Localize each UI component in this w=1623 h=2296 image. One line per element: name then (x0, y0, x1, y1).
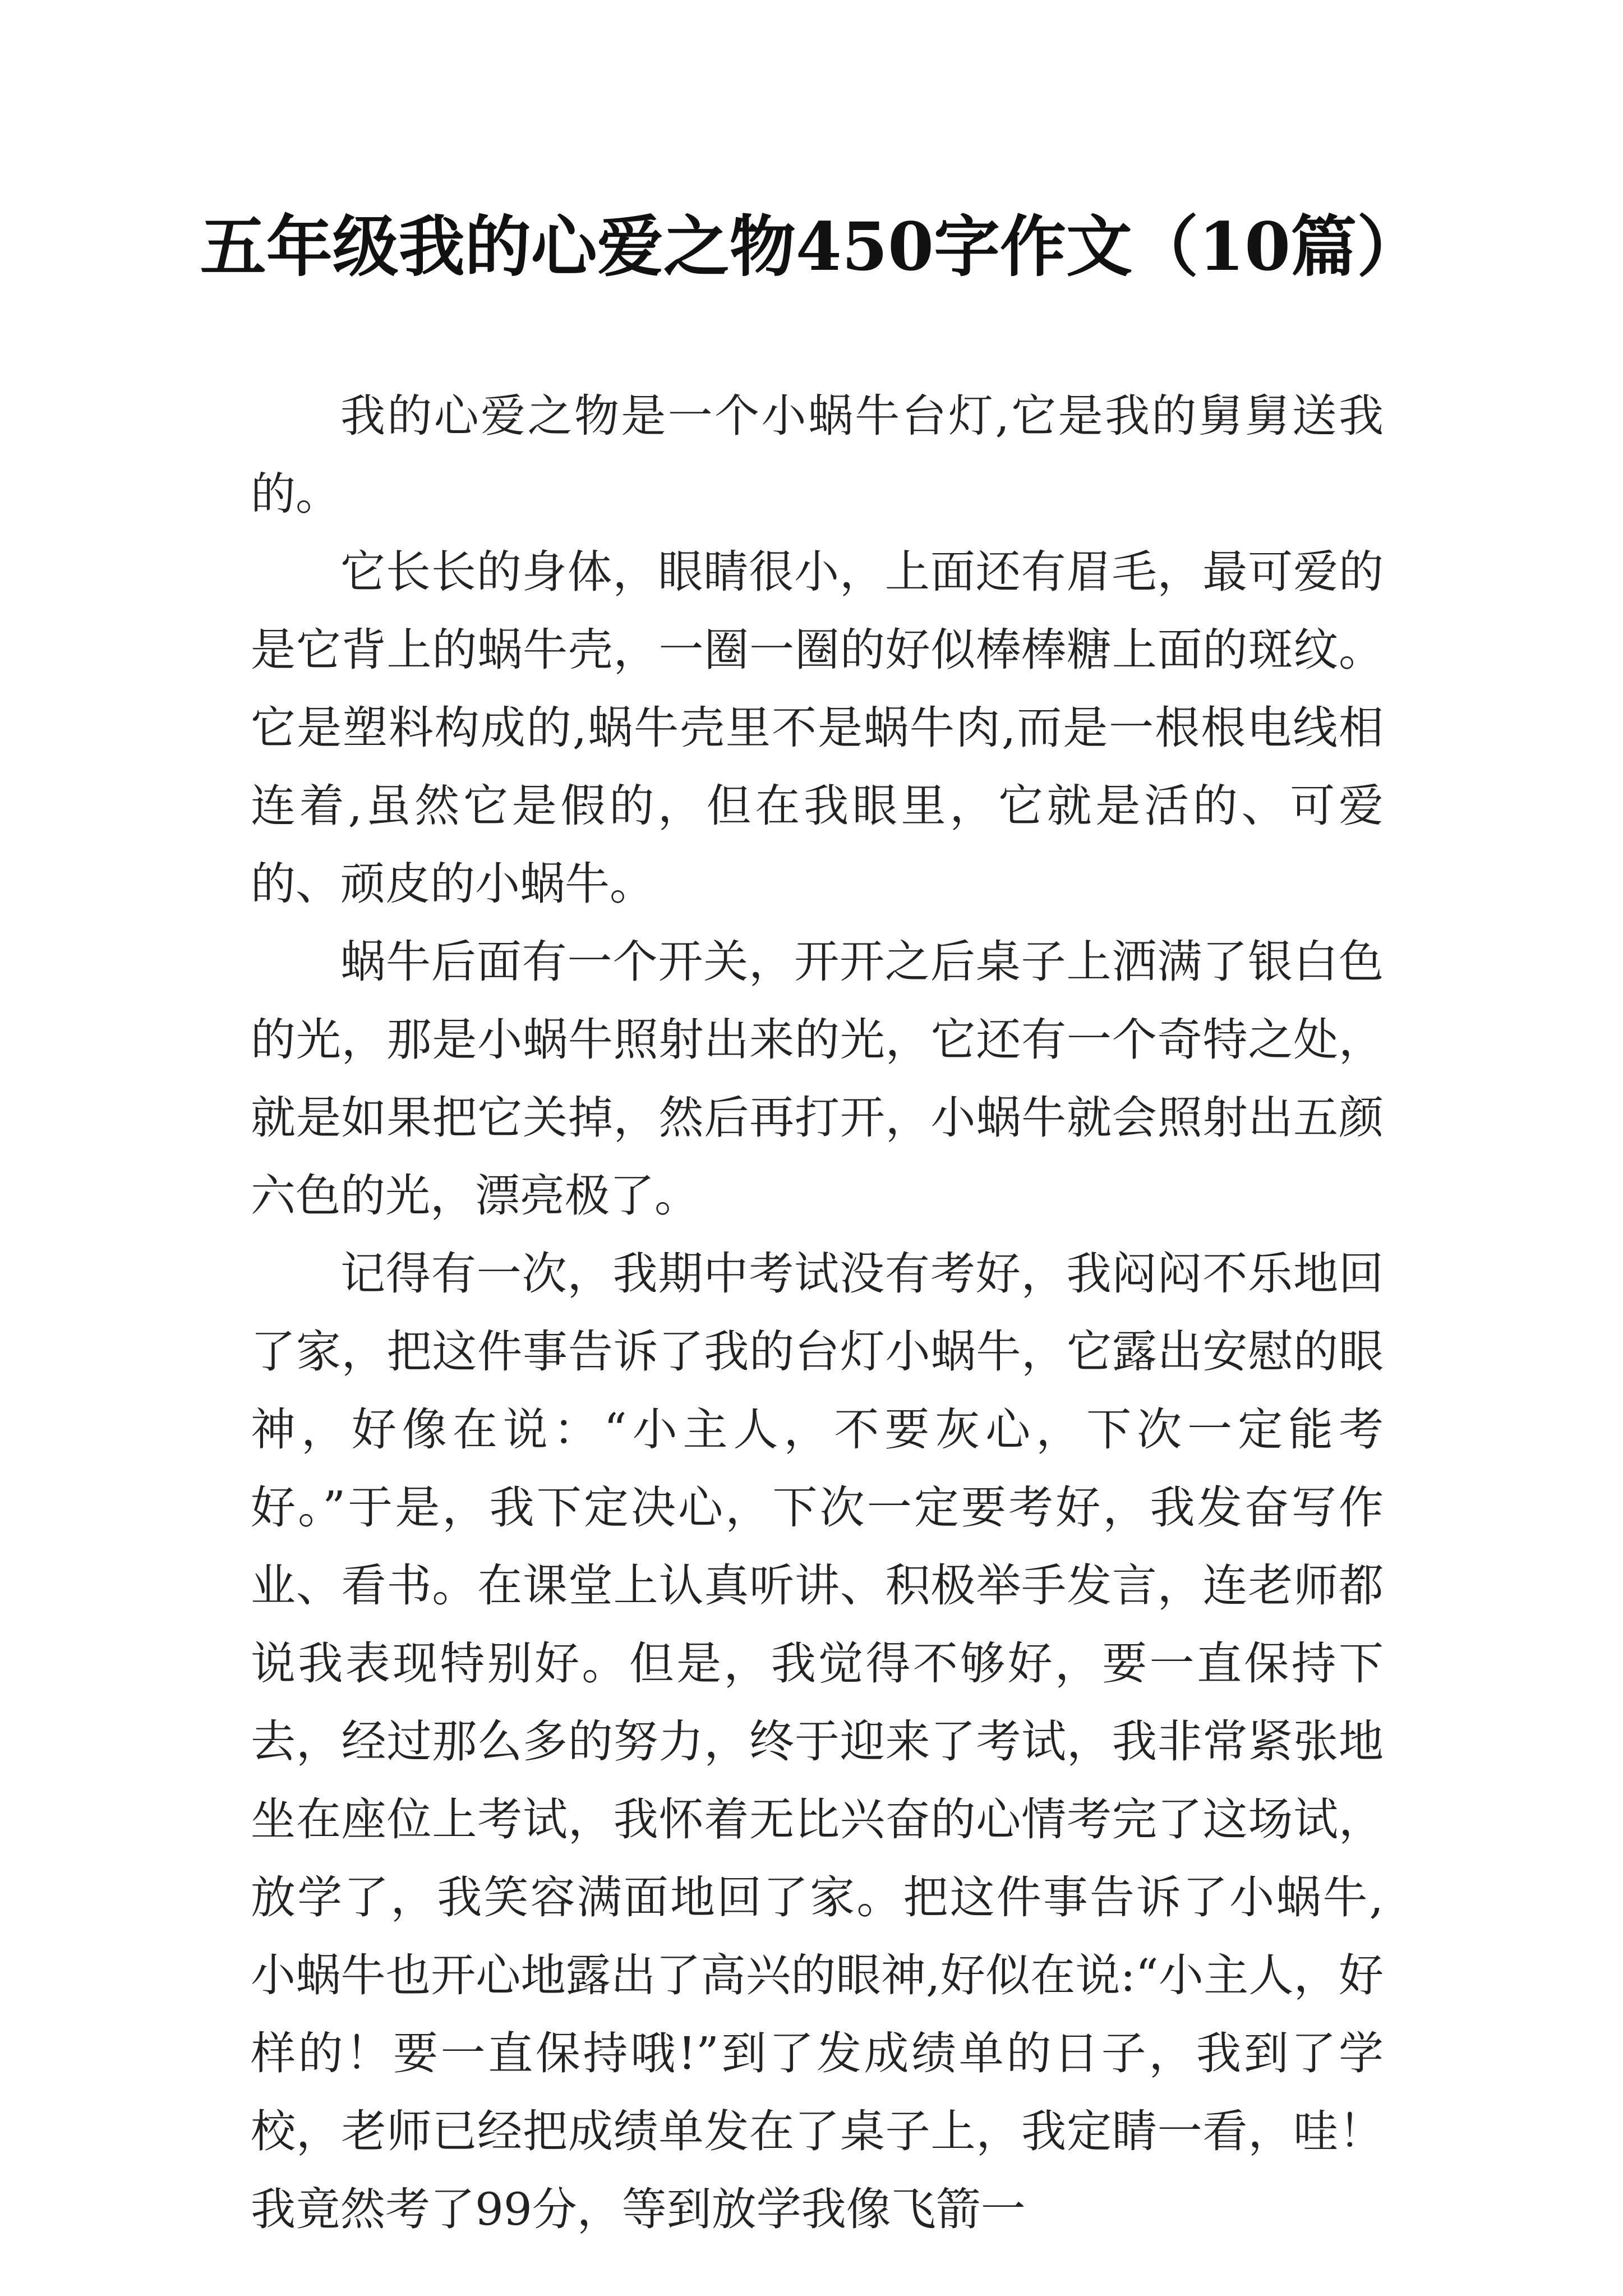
paragraph: 记得有一次，我期中考试没有考好，我闷闷不乐地回了家，把这件事告诉了我的台灯小蜗牛，它露出安慰的眼神，好像在说：“小主人，不要灰心，下次一定能考好。”于是，我下定决心，下次一定要考好，我发奋写作业、看书。在课堂上认真听讲、积极举手发言，连老师都说我表现特别好。但是，我觉得不够好，要一直保持下去，经过那么多的努力，终于迎来了考试，我非常紧张地坐在座位上考试，我怀着无比兴奋的心情考完了这场试，放学了，我笑容满面地回了家。把这件事告诉了小蜗牛,小蜗牛也开心地露出了高兴的眼神,好似在说:“小主人，好样的！要一直保持哦!”到了发成绩单的日子，我到了学校，老师已经把成绩单发在了桌子上，我定睛一看，哇！我竟然考了99分，等到放学我像飞箭一 (251, 1248, 1384, 2235)
document-title: 五年级我的心爱之物450字作文（10篇） (200, 208, 1423, 286)
paragraph: 蜗牛后面有一个开关，开开之后桌子上洒满了银白色的光，那是小蜗牛照射出来的光，它还有一个奇特之处，就是如果把它关掉，然后再打开，小蜗牛就会照射出五颜六色的光，漂亮极了。 (251, 936, 1384, 1222)
paragraph: 它长长的身体，眼睛很小，上面还有眉毛，最可爱的是它背上的蜗牛壳，一圈一圈的好似棒棒糖上面的斑纹。它是塑料构成的,蜗牛壳里不是蜗牛肉,而是一根根电线相连着,虽然它是假的，但在我眼里，它就是活的、可爱的、顽皮的小蜗牛。 (251, 546, 1384, 910)
document-body (251, 377, 1384, 2248)
paragraph: 我的心爱之物是一个小蜗牛台灯,它是我的舅舅送我的。 (251, 390, 1384, 520)
